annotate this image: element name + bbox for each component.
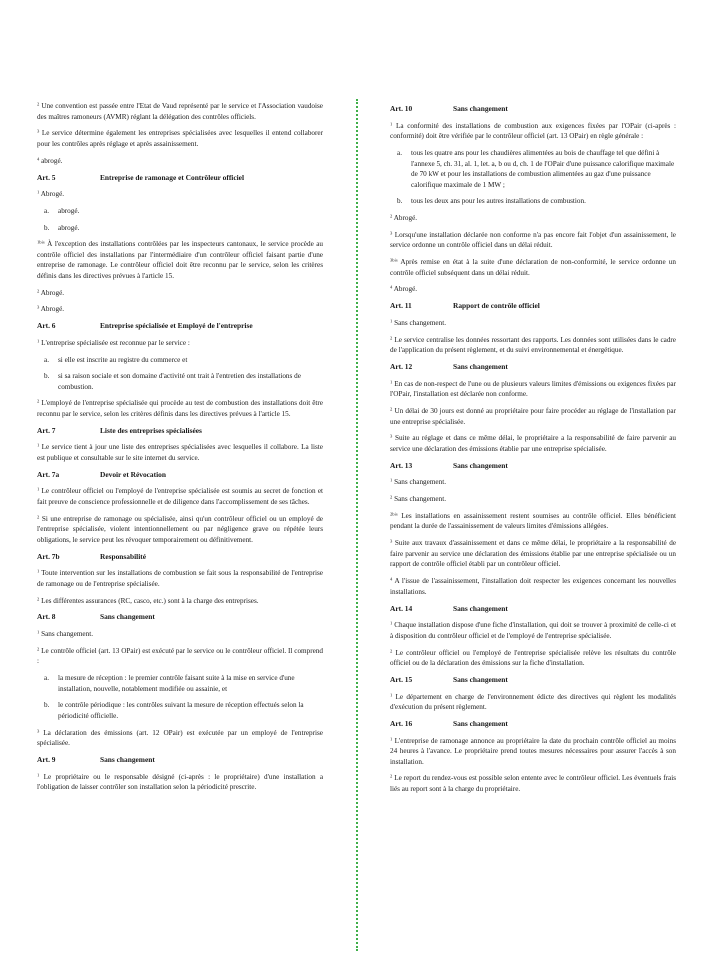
article-title: Liste des entreprises spécialisées [100,425,202,435]
article-heading [390,719,676,730]
paragraph-text: L'entreprise spécialisée est reconnue par le service : [41,338,190,347]
paragraph-number: 2 [390,647,393,653]
paragraph [37,629,323,640]
article-number: Art. 9 [37,754,56,764]
paragraph-text: A l'issue de l'assainissement, l'installation doit respecter les exigences concernant les nouvelles installations. [390,577,676,596]
article-heading [390,301,676,312]
paragraph [37,486,323,507]
paragraph-text: La déclaration des émissions (art. 12 OPair) est exécutée par un employé de l'entreprise spécialisée. [37,728,323,748]
paragraph-number: 1 [390,735,393,741]
paragraph-number: 3bis [390,257,398,263]
paragraph [390,121,676,142]
paragraph [37,288,323,299]
paragraph-number: 1 [390,691,393,697]
article-title: Sans changement [453,104,508,113]
paragraph-number: 2bis [390,511,398,517]
paragraph [37,442,323,463]
paragraph-text: Le contrôleur officiel ou l'employé de l'entreprise spécialisée est soumis au secret de fonction et fait preuve de conscience professionnelle et de diligence dans l'accomplissement de ses tâches. [37,487,324,506]
article-number: Art. 16 [390,718,413,728]
paragraph-text: Suite au réglage et dans ce même délai, le propriétaire a la responsabilité de faire parvenir au service une déclaration des émissions établie par une entreprise spécialisée. [390,434,677,453]
paragraph-text: Le contrôleur officiel ou l'employé de l'entreprise spécialisée relève les résultats du contrôle officiel ou de la déclaration des émissions sur la fiche d'installation. [390,648,676,668]
list-item [37,206,323,217]
article-heading [37,612,323,623]
paragraph-text: En cas de non-respect de l'une ou de plusieurs valeurs limites d'émissions ou exigences fixées par l'OPair, l'installation est déclarée non conforme. [390,379,676,399]
list-item-text: tous les deux ans pour les autres installations de combustion. [411,197,586,206]
list-marker: a. [44,206,49,215]
list-item-text: tous les quatre ans pour les chaudières alimentées au bois de chauffage tel que défini à l'annexe 5, ch. 31, al. 1, let. a, b ou d, ch. 1 de l'OPair d'une puissance calorifique maximale de 70 kW et pour les installations de combustion alimentées au gaz d'une puissance calorifique maximale de 1 MW ; [411,148,675,189]
list-item-text: si elle est inscrite au registre du commerce et [58,355,188,364]
paragraph-text: Un délai de 30 jours est donné au propriétaire pour faire procéder au réglage de l'installation par une entreprise spécialisée. [390,406,677,426]
right-column [390,101,676,801]
column-divider [356,99,358,951]
list-marker: a. [44,674,49,683]
article-number: Art. 13 [390,460,413,470]
list-marker: a. [397,148,402,157]
paragraph [37,101,323,122]
paragraph [37,514,323,546]
article-number: Art. 11 [390,301,412,311]
list-item-text: le contrôle périodique : les contrôles suivant la mesure de réception effectués selon la périodicité officielle. [58,701,304,720]
paragraph [390,648,676,669]
list-item [390,148,676,190]
paragraph-text: Le service tient à jour une liste des entreprises spécialisées avec lesquelles il collabore. La liste est publique et consultable sur le site internet du service. [37,443,323,462]
article-number: Art. 15 [390,674,413,684]
paragraph [390,692,676,713]
paragraph [390,379,676,400]
paragraph-text: Sans changement. [41,630,93,638]
paragraph-number: 2 [390,213,393,219]
article-number: Art. 5 [37,172,56,182]
article-title: Devoir et Révocation [100,469,166,479]
paragraph-number: 3 [390,230,393,236]
paragraph [390,620,676,641]
paragraph [37,128,323,149]
paragraph-number: 1bis [37,239,45,245]
paragraph [37,189,323,200]
list-marker: b. [44,701,50,710]
paragraph-number: 1 [37,629,40,635]
left-column [37,101,323,799]
paragraph [390,230,676,251]
paragraph [390,477,676,488]
article-number: Art. 10 [390,104,413,113]
article-number: Art. 7b [37,551,60,561]
paragraph [37,568,323,589]
article-heading [37,426,323,437]
list-item [37,371,323,392]
list-marker: b. [44,372,50,381]
paragraph [390,736,676,768]
paragraph [390,213,676,224]
paragraph-text: Sans changement. [394,318,446,327]
paragraph-number: 4 [37,156,40,162]
paragraph-number: 2 [37,646,40,652]
article-title: Sans changement [100,754,155,764]
article-number: Art. 7 [37,425,56,435]
list-marker: a. [44,355,49,364]
article-heading [390,461,676,472]
paragraph [37,398,323,419]
paragraph-text: Sans changement. [394,478,446,487]
paragraph-text: Abrogé. [393,285,418,294]
paragraph-number: 3 [37,128,40,134]
paragraph-number: 2 [390,773,393,779]
list-item [37,223,323,234]
paragraph-text: Lorsqu'une installation déclarée non conforme n'a pas encore fait l'objet d'un assainissement, le service ordonne un contrôle officiel dans un délai réduit. [390,230,677,250]
list-marker: b. [397,197,403,206]
article-title: Responsabilité [100,551,146,561]
article-heading [37,755,323,766]
paragraph-text: Le contrôle officiel (art. 13 OPair) est exécuté par le service ou le contrôleur officiel. Il comprend : [37,646,324,666]
article-heading [390,675,676,686]
paragraph [390,494,676,505]
paragraph [37,772,323,793]
paragraph-number: 1 [37,486,40,492]
paragraph-number: 2 [37,101,40,107]
paragraph [390,576,676,597]
article-heading [390,104,676,115]
paragraph-text: Abrogé. [393,213,418,222]
list-marker: b. [44,223,50,232]
paragraph-number: 1 [37,568,40,574]
paragraph-number: 2 [390,335,393,341]
paragraph-number: 2 [37,596,40,602]
article-title: Sans changement [453,603,508,613]
article-number: Art. 8 [37,612,56,622]
article-number: Art. 7a [37,469,60,479]
paragraph-text: Le service détermine également les entreprises spécialisées avec lesquelles il entend collaborer pour les contrôles après réglage et après assainissement. [37,129,323,148]
paragraph-text: Abrogé. [40,288,65,297]
list-item-text: abrogé. [58,223,80,232]
paragraph-number: 1 [390,379,393,384]
article-heading [37,470,323,481]
paragraph-number: 2 [37,514,40,520]
paragraph [37,596,323,607]
paragraph-number: 4 [390,284,393,290]
article-heading [37,552,323,563]
paragraph-text: abrogé. [41,156,63,165]
paragraph-number: 3 [390,538,393,544]
list-item-text: abrogé. [58,206,80,215]
paragraph [37,728,323,749]
paragraph-text: À l'exception des installations contrôlées par les inspecteurs cantonaux, le service procède au contrôle officiel des installations par l'intermédiaire d'un contrôleur officiel faisant partie d'une entreprise de ramonage. Le contrôleur officiel doit être reconnu par le service, selon les critères définis dans les directives prévues à l'article 15. [37,240,324,280]
paragraph-number: 1 [390,477,393,483]
paragraph [390,406,676,427]
paragraph-text: L'employé de l'entreprise spécialisée qui procède au test de combustion des installations doit être reconnu par le service, selon les critères définis dans les directives prévues à l'article 15. [37,399,323,418]
paragraph-number: 3 [390,433,393,439]
paragraph-text: Toute intervention sur les installations de combustion se fait sous la responsabilité de l'entreprise de ramonage ou de l'entreprise spécialisée. [37,569,323,588]
paragraph-number: 2 [37,398,40,404]
article-title: Sans changement [453,460,508,470]
article-heading [390,604,676,615]
article-number: Art. 14 [390,603,413,613]
article-heading [390,362,676,373]
paragraph [390,257,676,278]
paragraph-text: Suite aux travaux d'assainissement et dans ce même délai, le propriétaire a la responsabilité de faire parvenir au service une déclaration des émissions établie par une entreprise spécialisée ou un rapport de contrôle officiel établi par un contrôleur officiel. [390,539,677,569]
paragraph-number: 1 [390,318,393,324]
paragraph [37,338,323,349]
paragraph-text: Si une entreprise de ramonage ou spécialisée, ainsi qu'un contrôleur officiel ou un employé de l'entreprise spécialisée, violent intentionnellement ou par négligence grave ou répétée leurs obligations, le service peut les révoquer temporairement ou définitivement. [37,514,323,544]
paragraph [37,239,323,281]
paragraph-number: 3 [37,727,40,733]
list-item [37,355,323,366]
paragraph [390,335,676,356]
paragraph-text: Les différentes assurances (RC, casco, etc.) sont à la charge des entreprises. [41,596,259,605]
paragraph-number: 1 [37,771,40,777]
paragraph [390,511,676,532]
paragraph-text: Chaque installation dispose d'une fiche d'installation, qui doit se trouver à proximité de celle-ci et à disposition du contrôleur officiel et de l'employé de l'entreprise spécialisée. [390,621,677,640]
paragraph-text: Une convention est passée entre l'Etat de Vaud représenté par le service et l'Association vaudoise des maîtres ramoneurs (AVMR) réglant la délégation des contrôles officiels. [37,102,323,121]
paragraph-number: 1 [390,620,393,626]
paragraph-text: Le département en charge de l'environnement édicte des directives qui règlent les modalités d'exécution du présent règlement. [390,692,677,712]
list-item-text: si sa raison sociale et son domaine d'activité ont trait à l'entretien des installations de combustion. [58,372,301,391]
paragraph-text: Le service centralise les données ressortant des rapports. Les données sont utilisées dans le cadre de l'application du présent règlement, et du suivi environnemental et énergétique. [390,335,677,355]
paragraph-number: 1 [37,338,40,344]
paragraph [37,156,323,167]
paragraph [390,318,676,329]
article-title: Sans changement [453,674,508,684]
paragraph-number: 2 [390,406,393,412]
article-title: Sans changement [453,362,508,371]
paragraph-text: Sans changement. [394,495,446,504]
paragraph-text: Abrogé. [40,305,65,314]
list-item [37,673,323,694]
paragraph-text: Les installations en assainissement restent soumises au contrôle officiel. Elles bénéficient pendant la durée de l'assainissement de valeurs limites d'émissions allégées. [390,511,676,531]
paragraph [390,773,676,794]
list-item-text: la mesure de réception : le premier contrôle faisant suite à la mise en service d'une installation, nouvelle, notablement modifiée ou assainie, et [58,674,295,693]
article-title: Sans changement [100,612,155,622]
paragraph-number: 4 [390,576,393,582]
article-title: Rapport de contrôle officiel [453,301,540,311]
article-number: Art. 6 [37,321,56,331]
paragraph [37,646,323,667]
paragraph-number: 1 [390,121,393,126]
paragraph-number: 2 [390,494,393,500]
article-heading [37,173,323,184]
paragraph-number: 3 [37,304,40,310]
paragraph [390,284,676,295]
paragraph-number: 1 [37,189,40,195]
paragraph [37,304,323,315]
paragraph [390,433,676,454]
paragraph-text: L'entreprise de ramonage annonce au propriétaire la date du prochain contrôle officiel au moins 24 heures à l'avance. Le propriétaire prend toutes mesures nécessaires pour assurer l'accès à son installation. [390,736,676,766]
article-heading [37,321,323,332]
paragraph-text: Après remise en état à la suite d'une déclaration de non-conformité, le service ordonne un contrôle officiel subséquent dans un délai réduit. [390,258,676,277]
paragraph-text: La conformité des installations de combustion aux exigences fixées par l'OPair (ci-après : conformité) doit être vérifiée par le contrôleur officiel (art. 13 OPair) en règle générale : [390,121,676,141]
article-title: Entreprise spécialisée et Employé de l'entreprise [100,321,253,331]
paragraph-text: Le propriétaire ou le responsable désigné (ci-après : le propriétaire) d'une installation a l'obligation de laisser contrôler son installation selon la périodicité prescrite. [37,772,324,792]
list-item [37,700,323,721]
paragraph-text: Abrogé. [40,190,65,199]
list-item [390,196,676,207]
paragraph [390,538,676,570]
paragraph-number: 1 [37,442,40,448]
article-title: Entreprise de ramonage et Contrôleur officiel [100,172,245,182]
paragraph-text: Le report du rendez-vous est possible selon entente avec le contrôleur officiel. Les éventuels frais liés au report sont à la charge du propriétaire. [390,774,676,794]
paragraph-number: 2 [37,288,40,294]
article-title: Sans changement [453,718,508,728]
article-number: Art. 12 [390,362,413,371]
